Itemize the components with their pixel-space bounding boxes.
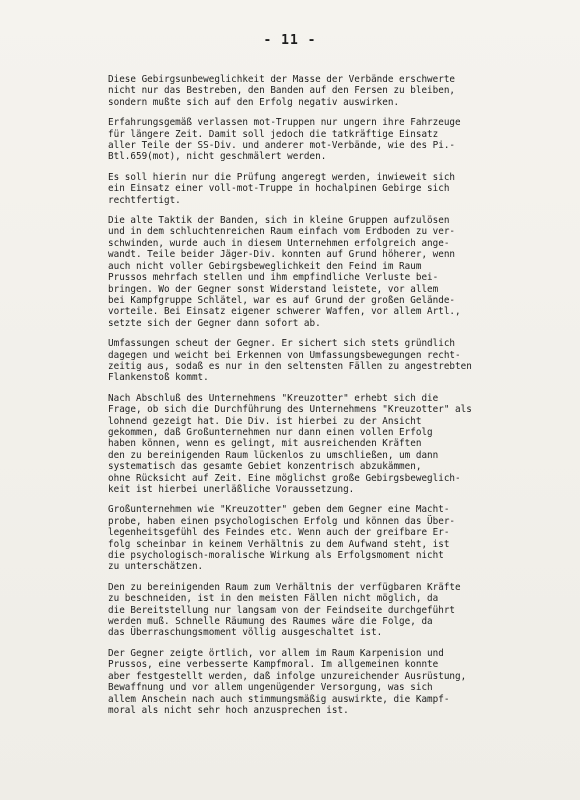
paragraph: Umfassungen scheut der Gegner. Er sichert sich stets gründlich dagegen und weicht bei Erkennen von Umfassungsbewegungen recht- zeitig aus, sodaß es nur in den seltensten Fällen zu angestrebten Flankenstoß kommt. bbox=[108, 338, 472, 384]
paragraph: Den zu bereinigenden Raum zum Verhältnis der verfügbaren Kräfte zu beschneiden, ist in den meisten Fällen nicht möglich, da die Bereitstellung nur langsam von der Feindseite durchgeführt werden muß. Schnelle Räumung des Raumes wäre die Folge, da das Überraschungsmoment völlig ausgeschaltet ist. bbox=[108, 581, 461, 639]
document-body bbox=[108, 74, 556, 725]
paragraph: Großunternehmen wie "Kreuzotter" geben dem Gegner eine Macht- probe, haben einen psychologischen Erfolg und können das Über- legenheitsgefühl des Feindes etc. Wenn auch der greifbare Er- folg scheinbar in keinem Verhältnis zu dem Aufwand steht, ist die psychologisch-moralische Wirkung als Erfolgsmoment nicht zu unterschätzen. bbox=[108, 504, 456, 573]
paragraph: Der Gegner zeigte örtlich, vor allem im Raum Karpenision und Prussos, eine verbesserte Kampfmoral. Im allgemeinen konnte aber festgestellt werden, daß infolge unzureichender Ausrüstung, Bewaffnung und vor allem ungenügender Versorgung, was sich allem Anschein nach auch stimmungsmäßig auswirkte, die Kampf- moral als nicht sehr hoch anzusprechen ist. bbox=[108, 647, 467, 716]
paragraph: Nach Abschluß des Unternehmens "Kreuzotter" erhebt sich die Frage, ob sich die Durchführung des Unternehmens "Kreuzotter" als lohnend gezeigt hat. Die Div. ist hierbei zu der Ansicht gekommen, daß Großunternehmen nur dann einen vollen Erfolg haben können, wenn es gelingt, mit ausreichenden Kräften den zu bereinigenden Raum lückenlos zu umschließen, um dann systematisch das gesamte Gebiet konzentrisch abzukämmen, ohne Rücksicht auf Zeit. Eine möglichst große Gebirgsbeweglich- keit ist hierbei unerläßliche Voraussetzung. bbox=[108, 392, 472, 495]
page-number: - 11 - bbox=[263, 33, 317, 48]
paragraph: Erfahrungsgemäß verlassen mot-Truppen nur ungern ihre Fahrzeuge für längere Zeit. Damit soll jedoch die tatkräftige Einsatz aller Teile der SS-Div. und anderer mot-Verbände, wie des Pi.- Btl.659(mot), nicht geschmälert werden. bbox=[108, 117, 461, 163]
paragraph: Die alte Taktik der Banden, sich in kleine Gruppen aufzulösen und in dem schluchtenreichen Raum einfach vom Erdboden zu ver- schwinden, wurde auch in diesem Unternehmen erfolgreich ange- wandt. Teile beider Jäger-Div. konnten auf Grund höherer, wenn auch nicht voller Gebirgsbeweglichkeit den Feind im Raum Prussos mehrfach stellen und ihm empfindliche Verluste bei- bringen. Wo der Gegner sonst Widerstand leistete, vor allem bei Kampfgruppe Schlätel, war es auf Grund der großen Gelände- vorteile. Bei Einsatz eigener schwerer Waffen, vor allem Artl., setzte sich der Gegner dann sofort ab. bbox=[108, 215, 461, 329]
paragraph: Diese Gebirgsunbeweglichkeit der Masse der Verbände erschwerte nicht nur das Bestreben, den Banden auf den Fersen zu bleiben, sondern mußte sich auf den Erfolg negativ auswirken. bbox=[108, 74, 456, 108]
paragraph: Es soll hierin nur die Prüfung angeregt werden, inwieweit sich ein Einsatz einer voll-mot-Truppe in hochalpinen Gebirge sich rechtfertigt. bbox=[108, 171, 456, 206]
